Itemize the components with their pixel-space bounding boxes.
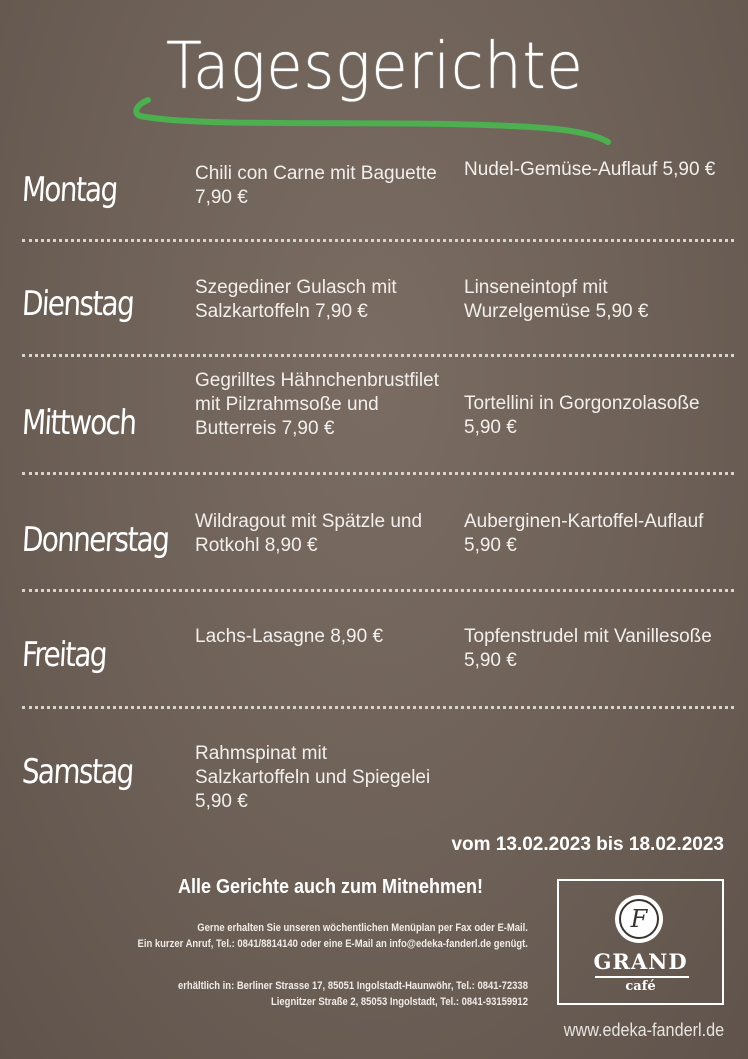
dish-vegetarian: Nudel-Gemüse-Auflauf 5,90 € xyxy=(464,159,716,180)
info-line xyxy=(138,936,528,952)
logo-emblem xyxy=(615,895,663,943)
dotted-divider xyxy=(22,706,734,709)
dotted-divider xyxy=(22,472,734,475)
email-link[interactable]: info@edeka-fanderl.de xyxy=(389,938,492,950)
dotted-divider xyxy=(22,589,734,592)
website-link[interactable]: www.edeka-fanderl.de xyxy=(563,1020,724,1040)
dish-main: Chili con Carne mit Baguette 7,90 € xyxy=(195,163,437,208)
info-addresses xyxy=(178,978,528,1010)
grand-cafe-logo xyxy=(557,879,724,1005)
dish-main: Lachs-Lasagne 8,90 € xyxy=(195,626,384,647)
logo-subtitle: café xyxy=(625,979,656,994)
dish-vegetarian: Linseneintopf mit Wurzelgemüse 5,90 € xyxy=(464,277,649,322)
day-name: Donnerstag xyxy=(20,520,170,560)
dish-vegetarian: Auberginen-Kartoffel-Auflauf 5,90 € xyxy=(464,511,704,556)
dish-vegetarian: Tortellini in Gorgonzolasoße 5,90 € xyxy=(464,393,700,438)
dish-vegetarian: Topfenstrudel mit Vanillesoße 5,90 € xyxy=(464,626,712,671)
logo-name: GRAND xyxy=(593,949,688,974)
page-title: Tagesgerichte xyxy=(166,30,584,104)
dotted-divider xyxy=(22,354,734,357)
dish-main: Rahmspinat mit Salzkartoffeln und Spiegelei 5,90 € xyxy=(195,743,431,812)
info-line: Gerne erhalten Sie unseren wöchentlichen Menüplan per Fax oder E-Mail. xyxy=(197,922,528,934)
address-line: Liegnitzer Straße 2, 85053 Ingolstadt, Tel.: 0841-93159912 xyxy=(271,996,528,1008)
date-range: vom 13.02.2023 bis 18.02.2023 xyxy=(451,834,724,855)
dish-main: Wildragout mit Spätzle und Rotkohl 8,90 € xyxy=(195,511,423,556)
info-menu-plan xyxy=(138,920,528,952)
title-area xyxy=(130,22,620,152)
info-line-text: Ein kurzer Anruf, Tel.: 0841/8814140 oder eine E-Mail an xyxy=(137,938,390,950)
dish-main: Gegrilltes Hähnchenbrustfilet mit Pilzrahmsoße und Butterreis 7,90 € xyxy=(195,370,439,439)
logo-divider xyxy=(595,976,689,978)
logo-letter: F xyxy=(619,899,659,939)
day-name: Samstag xyxy=(20,752,134,792)
day-name: Mittwoch xyxy=(20,403,137,443)
day-name: Dienstag xyxy=(20,284,135,324)
takeaway-note: Alle Gerichte auch zum Mitnehmen! xyxy=(178,876,484,898)
day-name: Montag xyxy=(20,170,118,210)
dish-main: Szegediner Gulasch mit Salzkartoffeln 7,90 € xyxy=(195,277,397,322)
day-name: Freitag xyxy=(20,635,108,675)
address-line: erhältlich in: Berliner Strasse 17, 85051 Ingolstadt-Haunwöhr, Tel.: 0841-72338 xyxy=(178,980,528,992)
dotted-divider xyxy=(22,239,734,242)
info-line-text: genügt. xyxy=(491,938,528,950)
title-underline-swoosh xyxy=(130,82,620,152)
